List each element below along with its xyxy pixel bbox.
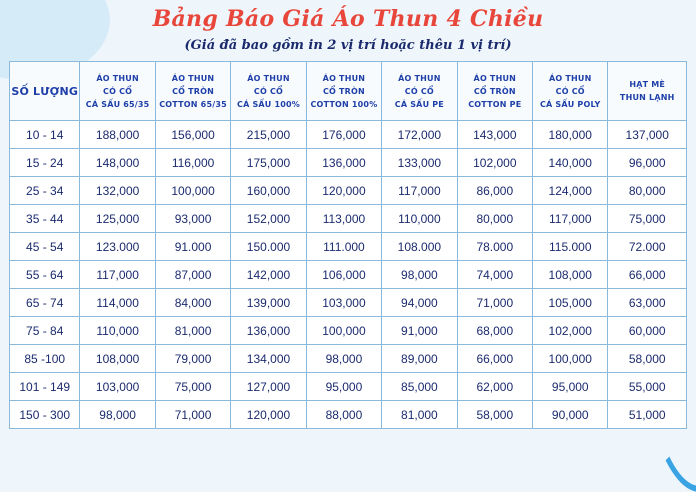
price-cell: 66,000 <box>458 345 533 373</box>
price-cell: 215,000 <box>231 121 306 149</box>
price-cell: 156,000 <box>156 121 231 149</box>
column-header <box>382 62 457 121</box>
price-cell: 108,000 <box>533 261 608 289</box>
price-cell: 132,000 <box>80 177 155 205</box>
quantity-cell: 45 - 54 <box>10 233 80 261</box>
price-cell: 123.000 <box>80 233 155 261</box>
price-cell: 117,000 <box>533 205 608 233</box>
quantity-cell: 15 - 24 <box>10 149 80 177</box>
price-cell: 93,000 <box>156 205 231 233</box>
page-subtitle: (Giá đã bao gồm in 2 vị trí hoặc thêu 1 vị trí) <box>184 38 512 53</box>
price-cell: 142,000 <box>231 261 306 289</box>
column-header-line: COTTON 65/35 <box>159 99 227 109</box>
price-cell: 91,000 <box>382 317 457 345</box>
column-header-line: CÁ SẤU POLY <box>539 99 601 109</box>
column-header <box>231 62 306 121</box>
price-cell: 75,000 <box>156 373 231 401</box>
price-cell: 116,000 <box>156 149 231 177</box>
price-cell: 133,000 <box>382 149 457 177</box>
column-header <box>307 62 382 121</box>
price-cell: 51,000 <box>608 401 687 429</box>
column-header-line: HẠT MÈ <box>629 80 666 89</box>
price-cell: 143,000 <box>458 121 533 149</box>
price-cell: 75,000 <box>608 205 687 233</box>
column-header-line: CÓ CỔ <box>404 86 434 96</box>
column-header <box>458 62 533 121</box>
price-cell: 74,000 <box>458 261 533 289</box>
quantity-cell: 55 - 64 <box>10 261 80 289</box>
price-cell: 79,000 <box>156 345 231 373</box>
table-row <box>10 345 687 373</box>
column-header-line: CÓ CỔ <box>555 86 585 96</box>
price-cell: 80,000 <box>458 205 533 233</box>
price-cell: 105,000 <box>533 289 608 317</box>
column-header-line: CÁ SẤU 100% <box>237 99 300 109</box>
price-cell: 103,000 <box>80 373 155 401</box>
price-cell: 120,000 <box>307 177 382 205</box>
table-row <box>10 289 687 317</box>
price-cell: 125,000 <box>80 205 155 233</box>
price-cell: 71,000 <box>156 401 231 429</box>
price-table-body <box>10 121 687 429</box>
price-cell: 136,000 <box>231 317 306 345</box>
column-header-line: ÁO THUN <box>398 73 441 83</box>
price-cell: 152,000 <box>231 205 306 233</box>
column-header <box>156 62 231 121</box>
column-header <box>80 62 155 121</box>
price-cell: 81,000 <box>156 317 231 345</box>
quantity-cell: 65 - 74 <box>10 289 80 317</box>
price-cell: 71,000 <box>458 289 533 317</box>
price-cell: 98,000 <box>80 401 155 429</box>
price-cell: 94,000 <box>382 289 457 317</box>
price-cell: 176,000 <box>307 121 382 149</box>
column-header-line: ÁO THUN <box>548 73 592 83</box>
price-cell: 68,000 <box>458 317 533 345</box>
price-cell: 148,000 <box>80 149 155 177</box>
price-cell: 139,000 <box>231 289 306 317</box>
column-header-line: CÁ SẤU PE <box>394 99 444 109</box>
price-cell: 108,000 <box>80 345 155 373</box>
column-header-line: CỔ TRÒN <box>473 86 516 96</box>
price-cell: 136,000 <box>307 149 382 177</box>
price-cell: 140,000 <box>533 149 608 177</box>
price-cell: 91.000 <box>156 233 231 261</box>
column-header-line: COTTON PE <box>468 99 522 109</box>
column-header <box>608 62 687 121</box>
quantity-cell: 150 - 300 <box>10 401 80 429</box>
price-cell: 86,000 <box>458 177 533 205</box>
column-header-line: CỔ TRÒN <box>172 86 215 96</box>
price-cell: 117,000 <box>80 261 155 289</box>
quantity-cell: 75 - 84 <box>10 317 80 345</box>
price-cell: 150.000 <box>231 233 306 261</box>
price-cell: 100,000 <box>307 317 382 345</box>
price-cell: 98,000 <box>307 345 382 373</box>
column-header-line: ÁO THUN <box>247 73 290 83</box>
price-cell: 90,000 <box>533 401 608 429</box>
price-cell: 72.000 <box>608 233 687 261</box>
price-cell: 58,000 <box>608 345 687 373</box>
column-header-line: ÁO THUN <box>171 73 215 83</box>
table-row <box>10 149 687 177</box>
column-header-line: ÁO THUN <box>473 73 517 83</box>
price-cell: 80,000 <box>608 177 687 205</box>
price-cell: 115.000 <box>533 233 608 261</box>
table-row <box>10 401 687 429</box>
column-header-line: CÁ SẤU 65/35 <box>85 99 150 109</box>
table-row <box>10 261 687 289</box>
price-cell: 160,000 <box>231 177 306 205</box>
price-cell: 106,000 <box>307 261 382 289</box>
column-header-line: CÓ CỔ <box>103 86 133 96</box>
price-cell: 81,000 <box>382 401 457 429</box>
quantity-cell: 101 - 149 <box>10 373 80 401</box>
price-cell: 111.000 <box>307 233 382 261</box>
table-header-row <box>10 62 687 121</box>
price-cell: 175,000 <box>231 149 306 177</box>
column-header-quantity: SỐ LƯỢNG <box>10 62 80 121</box>
price-cell: 110,000 <box>382 205 457 233</box>
price-cell: 110,000 <box>80 317 155 345</box>
quantity-cell: 10 - 14 <box>10 121 80 149</box>
price-cell: 108.000 <box>382 233 457 261</box>
price-cell: 113,000 <box>307 205 382 233</box>
quantity-cell: 35 - 44 <box>10 205 80 233</box>
price-cell: 55,000 <box>608 373 687 401</box>
page-title: Bảng Báo Giá Áo Thun 4 Chiều <box>152 6 544 32</box>
price-cell: 96,000 <box>608 149 687 177</box>
column-header-line: COTTON 100% <box>310 99 378 109</box>
price-cell: 62,000 <box>458 373 533 401</box>
price-cell: 127,000 <box>231 373 306 401</box>
table-row <box>10 233 687 261</box>
price-cell: 114,000 <box>80 289 155 317</box>
column-header-line: ÁO THUN <box>96 73 139 83</box>
price-cell: 102,000 <box>533 317 608 345</box>
price-cell: 87,000 <box>156 261 231 289</box>
price-cell: 58,000 <box>458 401 533 429</box>
price-cell: 66,000 <box>608 261 687 289</box>
price-cell: 100,000 <box>533 345 608 373</box>
table-row <box>10 373 687 401</box>
column-header <box>533 62 608 121</box>
price-cell: 172,000 <box>382 121 457 149</box>
table-row <box>10 317 687 345</box>
price-table <box>9 61 687 429</box>
price-cell: 188,000 <box>80 121 155 149</box>
column-header-line: CÓ CỔ <box>253 86 284 96</box>
column-header-line: THUN LẠNH <box>619 93 675 102</box>
column-header-line: ÁO THUN <box>322 73 366 83</box>
price-cell: 124,000 <box>533 177 608 205</box>
price-cell: 103,000 <box>307 289 382 317</box>
price-cell: 102,000 <box>458 149 533 177</box>
column-header-line: CỔ TRÒN <box>322 86 365 96</box>
price-cell: 85,000 <box>382 373 457 401</box>
price-cell: 95,000 <box>533 373 608 401</box>
table-row <box>10 205 687 233</box>
price-cell: 89,000 <box>382 345 457 373</box>
quantity-cell: 25 - 34 <box>10 177 80 205</box>
price-cell: 84,000 <box>156 289 231 317</box>
price-cell: 60,000 <box>608 317 687 345</box>
price-cell: 100,000 <box>156 177 231 205</box>
table-row <box>10 177 687 205</box>
price-cell: 78.000 <box>458 233 533 261</box>
table-row <box>10 121 687 149</box>
price-cell: 120,000 <box>231 401 306 429</box>
price-cell: 98,000 <box>382 261 457 289</box>
price-cell: 134,000 <box>231 345 306 373</box>
price-cell: 137,000 <box>608 121 687 149</box>
price-cell: 180,000 <box>533 121 608 149</box>
quantity-cell: 85 -100 <box>10 345 80 373</box>
price-cell: 95,000 <box>307 373 382 401</box>
price-cell: 88,000 <box>307 401 382 429</box>
price-cell: 63,000 <box>608 289 687 317</box>
price-cell: 117,000 <box>382 177 457 205</box>
